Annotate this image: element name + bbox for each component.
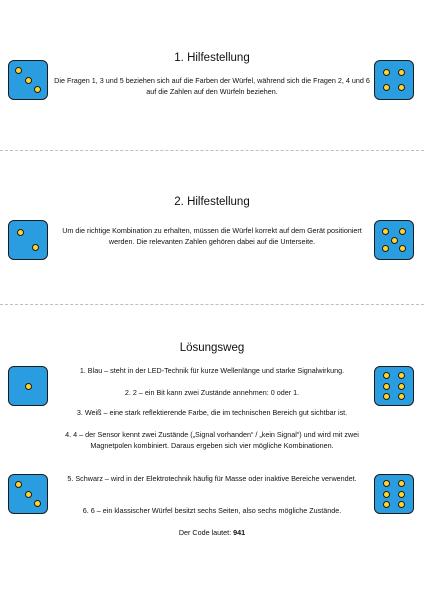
pip — [25, 383, 32, 390]
solution-item-3: 3. Weiß – eine stark reflektierende Farbe, die im technischen Bereich gut sichtbar ist. — [76, 408, 348, 417]
pip — [383, 491, 390, 498]
solution-item-4: 4. 4 – der Sensor kennt zwei Zustände („Signal vorhanden“ / „kein Signal“) und wird mit zwei Magnetpolen kombiniert. Daraus ergeben sich vier mögliche Kombinationen. — [65, 430, 359, 450]
pip — [383, 372, 390, 379]
die-1-icon — [8, 366, 48, 406]
pip — [399, 245, 406, 252]
solution-item-2: 2. 2 – ein Bit kann zwei Zustände annehmen: 0 oder 1. — [124, 388, 300, 397]
section1-heading: 1. Hilfestellung — [174, 52, 250, 64]
pip — [399, 228, 406, 235]
solution-heading: Lösungsweg — [179, 342, 245, 354]
pip — [383, 501, 390, 508]
pip — [34, 86, 41, 93]
die-2-icon — [8, 220, 48, 260]
pip — [25, 77, 32, 84]
die-4-icon — [374, 60, 414, 100]
pip — [398, 501, 405, 508]
pip — [383, 480, 390, 487]
solution-item-5: 5. Schwarz – wird in der Elektrotechnik häufig für Masse oder inaktive Bereiche verwendet. — [67, 474, 357, 483]
die-6-icon — [374, 474, 414, 514]
pip — [15, 67, 22, 74]
pip — [398, 383, 405, 390]
section2-text: Um die richtige Kombination zu erhalten, müssen die Würfel korrekt auf dem Gerät positioniert werden. Die relevanten Zahlen gehören dabei auf die Unterseite. — [62, 226, 362, 246]
section2-heading: 2. Hilfestellung — [174, 196, 250, 208]
pip — [383, 84, 390, 91]
pip — [398, 84, 405, 91]
pip — [382, 245, 389, 252]
pip — [34, 500, 41, 507]
pip — [383, 69, 390, 76]
pip — [398, 372, 405, 379]
pip — [383, 383, 390, 390]
pip — [398, 491, 405, 498]
divider — [0, 304, 424, 305]
solution-item-6: 6. 6 – ein klassischer Würfel besitzt sechs Seiten, also sechs mögliche Zustände. — [82, 506, 342, 515]
solution-item-1: 1. Blau – steht in der LED-Technik für kurze Wellenlänge und starke Signalwirkung. — [79, 366, 345, 375]
die-3-icon — [8, 474, 48, 514]
die-5-icon — [374, 220, 414, 260]
pip — [383, 393, 390, 400]
code-label: Der Code lautet: — [178, 528, 234, 537]
pip — [32, 244, 39, 251]
code-line — [0, 528, 424, 537]
pip — [382, 228, 389, 235]
die-6-icon — [374, 366, 414, 406]
die-3-icon — [8, 60, 48, 100]
pip — [17, 229, 24, 236]
pip — [398, 393, 405, 400]
pip — [398, 69, 405, 76]
section1-text: Die Fragen 1, 3 und 5 beziehen sich auf die Farben der Würfel, während sich die Fragen 2, 4 und 6 auf die Zahlen auf den Würfeln beziehen. — [54, 76, 370, 96]
pip — [391, 237, 398, 244]
pip — [15, 481, 22, 488]
code-value: 941 — [233, 528, 246, 537]
pip — [25, 491, 32, 498]
pip — [398, 480, 405, 487]
divider — [0, 150, 424, 151]
